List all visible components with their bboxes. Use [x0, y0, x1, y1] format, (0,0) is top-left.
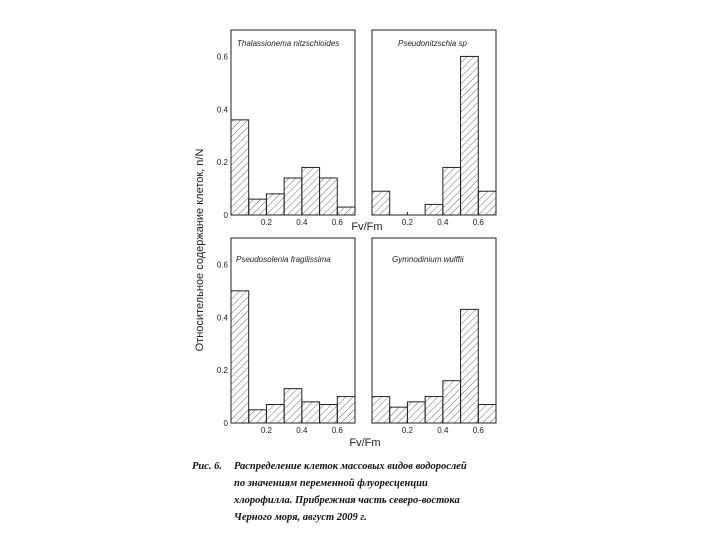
- panel-title: Thalassionema nitzschioides: [237, 39, 340, 48]
- x-tick-label: 0.6: [331, 218, 343, 227]
- y-tick-labels: [217, 260, 229, 428]
- x-tick-label: 0.6: [472, 218, 484, 227]
- histogram-bar: [461, 56, 479, 215]
- y-tick-label: 0.6: [216, 260, 228, 270]
- caption-line: хлорофилла. Прибрежная часть северо-востока: [234, 495, 460, 506]
- histogram-bar: [390, 407, 408, 423]
- x-tick-label: 0.4: [437, 218, 449, 227]
- y-tick-label: 0: [223, 211, 228, 220]
- bars: [231, 120, 355, 215]
- histogram-bar: [249, 410, 267, 423]
- panel-top-left: [217, 30, 355, 227]
- x-tick-label: 0.4: [296, 426, 308, 435]
- histogram-bar: [284, 178, 302, 215]
- caption-label: Рис. 6.: [192, 461, 223, 472]
- histogram-bar: [266, 194, 284, 215]
- x-tick-label: 0.6: [472, 426, 484, 435]
- y-tick-label: 0.6: [216, 52, 228, 62]
- histogram-bar: [443, 167, 461, 215]
- x-tick-label: 0.2: [260, 218, 272, 227]
- x-axis-label-top: Fv/Fm: [351, 221, 383, 233]
- histogram-bar: [407, 402, 425, 423]
- x-tick-label: 0.2: [260, 426, 272, 435]
- panel-bottom-left: [217, 238, 355, 435]
- y-tick-label: 0.2: [216, 158, 228, 168]
- panel-title: Pseudonitzschia sp: [398, 39, 467, 48]
- histogram-bar: [372, 191, 390, 215]
- histogram-bar: [478, 405, 496, 424]
- y-tick-label: 0: [223, 419, 228, 428]
- histogram-bar: [320, 178, 338, 215]
- x-tick-label: 0.2: [401, 426, 413, 435]
- x-axis-label-bottom: Fv/Fm: [349, 437, 381, 449]
- x-tick-label: 0.2: [401, 218, 413, 227]
- histogram-bar: [249, 199, 267, 215]
- histogram-bar: [231, 120, 249, 215]
- bars: [372, 309, 496, 423]
- caption-line: Распределение клеток массовых видов водорослей: [234, 461, 467, 472]
- bars: [372, 56, 496, 215]
- x-tick-label: 0.4: [437, 426, 449, 435]
- histogram-bar: [337, 397, 355, 423]
- y-axis-label: Относительное содержание клеток, n/N: [194, 148, 206, 352]
- x-tick-label: 0.6: [331, 426, 343, 435]
- histogram-bar: [425, 397, 443, 423]
- panel-title: Pseudosolenia fragilissima: [236, 255, 331, 264]
- y-tick-label: 0.2: [216, 366, 228, 376]
- histogram-bar: [372, 397, 390, 423]
- histogram-bar: [443, 381, 461, 423]
- histogram-bar: [320, 405, 338, 424]
- histogram-bar: [266, 405, 284, 424]
- panel-top-right: [372, 30, 496, 227]
- y-tick-labels: [217, 52, 229, 220]
- histogram-bar: [461, 309, 479, 423]
- caption-line: по значениям переменной флуоресценции: [234, 478, 428, 489]
- bars: [231, 291, 355, 423]
- panel-bottom-right: [372, 238, 496, 435]
- y-tick-label: 0.4: [216, 313, 228, 323]
- histogram-bar: [302, 167, 320, 215]
- histogram-bar: [302, 402, 320, 423]
- histogram-bar: [478, 191, 496, 215]
- y-tick-label: 0.4: [216, 105, 228, 115]
- histogram-bar: [231, 291, 249, 423]
- figure-caption: [192, 458, 522, 526]
- caption-line: Черного моря, август 2009 г.: [234, 512, 367, 523]
- histogram-bar: [425, 204, 443, 215]
- x-tick-label: 0.4: [296, 218, 308, 227]
- histogram-bar: [284, 389, 302, 423]
- histogram-bar: [337, 207, 355, 215]
- panel-title: Gymnodinium wulffii: [392, 255, 464, 264]
